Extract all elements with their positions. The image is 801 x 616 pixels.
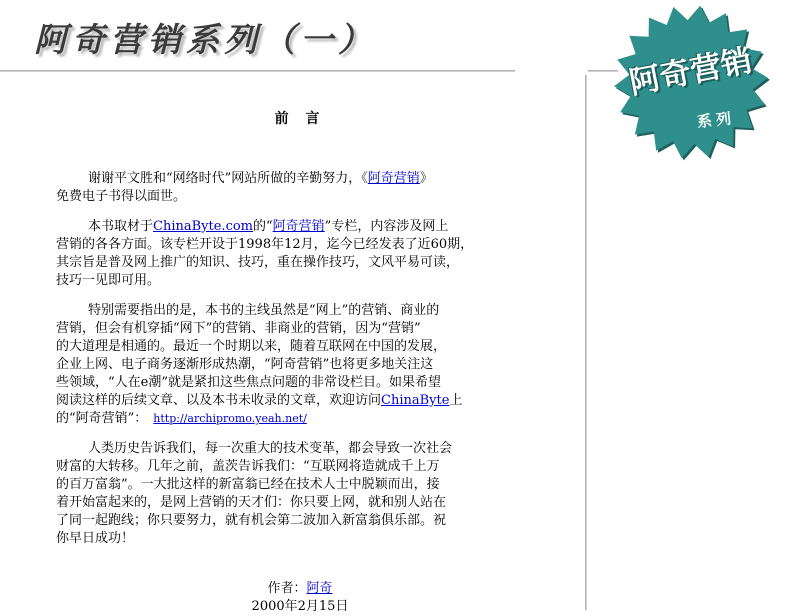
link-archi-column[interactable]: 阿奇营销: [272, 219, 325, 234]
p4-line: 的百万富翁”。一大批这样的新富翁已经在技术人士中脱颖而出，接: [56, 477, 440, 492]
series-logo: [613, 2, 773, 162]
vertical-divider: [585, 75, 587, 610]
p2-text2: 的“: [253, 219, 273, 234]
paragraph-2: [56, 218, 544, 290]
p3-line: 些领域，“人在e潮”就是紧扣这些焦点问题的非常设栏目。如果希望: [56, 375, 441, 390]
p4-line: 财富的大转移。几年之前，盖茨告诉我们：“互联网将造就成千上万: [56, 459, 440, 474]
preface-title: 前 言: [274, 111, 326, 127]
p3-last-text2: 上: [449, 393, 463, 408]
badge-main-text: 阿奇营销: [626, 42, 755, 102]
link-archipromo-url[interactable]: http://archipromo.yeah.net/: [153, 412, 307, 425]
p2-line: 技巧一见即可用。: [56, 273, 161, 288]
signature-date: 2000年2月15日: [251, 599, 349, 614]
link-chinabyte-com[interactable]: ChinaByte.com: [153, 219, 253, 234]
link-archi-marketing[interactable]: 阿奇营销: [367, 171, 420, 186]
p2-line: 其宗旨是普及网上推广的知识、技巧，重在操作技巧，文风平易可读，: [56, 255, 460, 270]
paragraph-1: [56, 170, 544, 206]
link-chinabyte[interactable]: ChinaByte: [381, 393, 450, 408]
p2-text: 本书取材于: [88, 219, 154, 234]
p3-line: 企业上网、电子商务逐渐形成热潮，“阿奇营销”也将更多地关注这: [56, 357, 434, 372]
p4-line: 了同一起跑线；你只要努力，就有机会第二波加入新富翁俱乐部。祝: [56, 513, 447, 528]
p3-last-text: 阅读这样的后续文章、以及本书未收录的文章，欢迎访问: [56, 393, 382, 408]
badge-sub-text: 系列: [696, 109, 736, 131]
p2-line: 营销的各各方面。该专栏开设于1998年12月，迄今已经发表了近60期，: [56, 237, 474, 252]
p1-line2: 免费电子书得以面世。: [56, 189, 187, 204]
link-author[interactable]: 阿奇: [306, 581, 333, 596]
paragraph-4: [56, 440, 544, 548]
p2-text3: ”专栏，内容涉及网上: [324, 219, 449, 234]
p3-line: 营销，但会有机穿插“网下”的营销、非商业的营销，因为“营销”: [56, 321, 421, 336]
author-label: 作者：: [267, 581, 307, 596]
p4-line: 着开始富起来的，是网上营销的天才们：你只要上网，就和别人站在: [56, 495, 447, 510]
author-signature: [56, 580, 544, 598]
page-title: 阿奇营销系列（一）: [34, 20, 376, 59]
p4-line: 人类历史告诉我们，每一次重大的技术变革，都会导致一次社会: [88, 441, 453, 456]
p4-line: 你早日成功！: [56, 531, 135, 546]
p1-text: 谢谢平文胜和“网络时代”网站所做的辛勤努力，《: [88, 171, 368, 186]
p3-line: 的大道理是相通的。最近一个时期以来，随着互联网在中国的发展，: [56, 339, 447, 354]
p3-line: 特别需要指出的是，本书的主线虽然是“网上”的营销、商业的: [88, 303, 440, 318]
paragraph-3: [56, 302, 544, 428]
p1-text2: 》: [419, 171, 433, 186]
header-divider: [0, 70, 515, 72]
preface-content: [56, 110, 544, 616]
p3-final-text: 的“阿奇营销”：: [56, 411, 148, 426]
